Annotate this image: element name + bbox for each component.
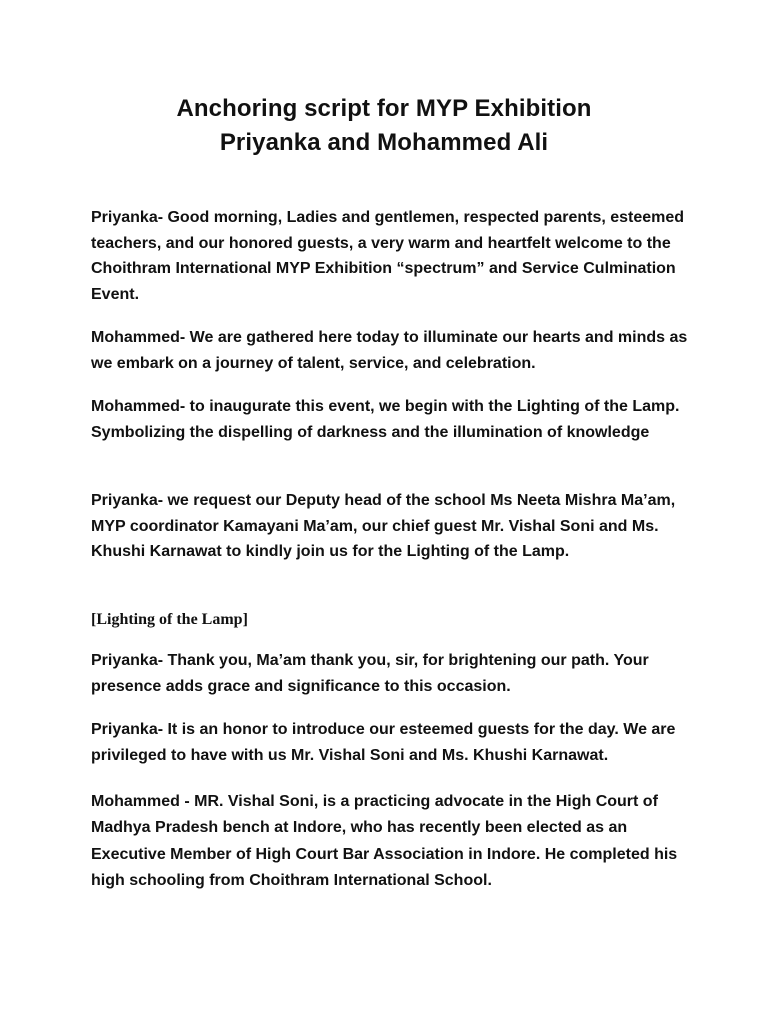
script-paragraph-introduce: Priyanka- It is an honor to introduce our esteemed guests for the day. We are privileged to have with us Mr. Vishal Soni and Ms. Khushi Karnawat. <box>91 721 676 764</box>
stage-direction: [Lighting of the Lamp] <box>91 611 248 628</box>
script-paragraph-request: Priyanka- we request our Deputy head of the school Ms Neeta Mishra Ma’am, MYP coordinator Kamayani Ma’am, our chief guest Mr. Vishal Soni and Ms. Khushi Karnawat to kindly join us for the Lighting of the Lamp. <box>91 492 676 561</box>
script-paragraph-welcome: Priyanka- Good morning, Ladies and gentlemen, respected parents, esteemed teachers, and our honored guests, a very warm and heartfelt welcome to the Choithram International MYP Exhibition “spectrum” and Service Culmination Event. <box>91 209 685 303</box>
script-paragraph-guest-bio: Mohammed - MR. Vishal Soni, is a practicing advocate in the High Court of Madhya Pradesh bench at Indore, who has recently been elected as an Executive Member of High Court Bar Association in Indore. He completed his high schooling from Choithram International School. <box>91 793 678 890</box>
script-paragraph-inaugurate: Mohammed- to inaugurate this event, we begin with the Lighting of the Lamp. Symbolizing the dispelling of darkness and the illumination of knowledge <box>91 398 680 441</box>
document-subtitle: Priyanka and Mohammed Ali <box>219 129 549 156</box>
script-paragraph-thanks: Priyanka- Thank you, Ma’am thank you, sir, for brightening our path. Your presence adds grace and significance to this occasion. <box>91 652 649 695</box>
script-paragraph-gathered: Mohammed- We are gathered here today to illuminate our hearts and minds as we embark on a journey of talent, service, and celebration. <box>91 329 688 372</box>
document-title: Anchoring script for MYP Exhibition <box>176 95 592 122</box>
